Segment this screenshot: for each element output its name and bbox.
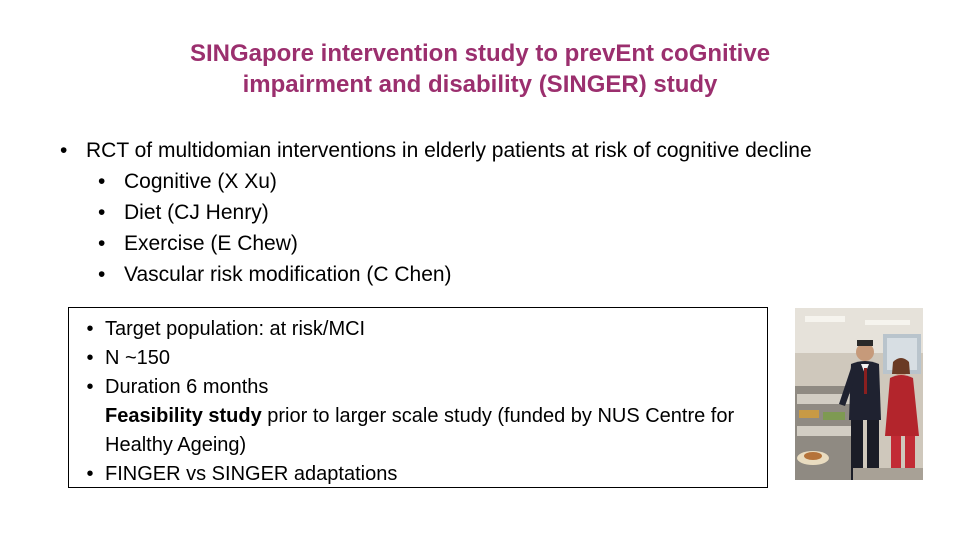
main-bullet-list — [60, 135, 940, 290]
bullet-marker: • — [98, 263, 106, 286]
photo-illustration — [795, 308, 923, 480]
cafeteria-photo — [795, 308, 923, 480]
sub-bullet — [60, 197, 940, 228]
box-bullet — [75, 344, 761, 373]
bullet-marker: • — [86, 463, 94, 485]
bullet-marker: • — [98, 170, 106, 193]
feasibility-text: prior to larger scale study (funded by NUS Centre for Healthy Ageing) — [105, 405, 735, 456]
box-bullet — [75, 315, 761, 344]
box-bullet — [75, 460, 761, 489]
slide-title — [80, 38, 880, 100]
bullet-marker: • — [98, 201, 106, 224]
main-bullet-text: RCT of multidomian interventions in elderly patients at risk of cognitive decline — [86, 139, 812, 162]
box-bullet-text: Target population: at risk/MCI — [105, 318, 366, 340]
sub-bullet-text: Vascular risk modification (C Chen) — [124, 263, 452, 286]
sub-bullet-text: Exercise (E Chew) — [124, 232, 298, 255]
title-line-1: SINGapore intervention study to prevEnt coGnitive — [189, 40, 771, 67]
bullet-marker: • — [86, 347, 94, 369]
sub-bullet-text: Cognitive (X Xu) — [124, 170, 277, 193]
sub-bullet-text: Diet (CJ Henry) — [124, 201, 269, 224]
bullet-marker: • — [60, 139, 68, 162]
main-bullet — [60, 135, 940, 166]
sub-bullet — [60, 166, 940, 197]
feasibility-note — [75, 402, 761, 460]
feasibility-bold: Feasibility study — [105, 405, 262, 427]
sub-bullet — [60, 259, 940, 290]
box-bullet-text: N ~150 — [105, 347, 171, 369]
bullet-marker: • — [98, 232, 106, 255]
sub-bullet — [60, 228, 940, 259]
box-bullet-text: Duration 6 months — [105, 376, 269, 398]
box-bullet — [75, 373, 761, 402]
study-details-box — [68, 307, 768, 488]
bullet-marker: • — [86, 318, 94, 340]
box-bullet-text: FINGER vs SINGER adaptations — [105, 463, 398, 485]
title-line-2: impairment and disability (SINGER) study — [242, 71, 718, 98]
bullet-marker: • — [86, 376, 94, 398]
